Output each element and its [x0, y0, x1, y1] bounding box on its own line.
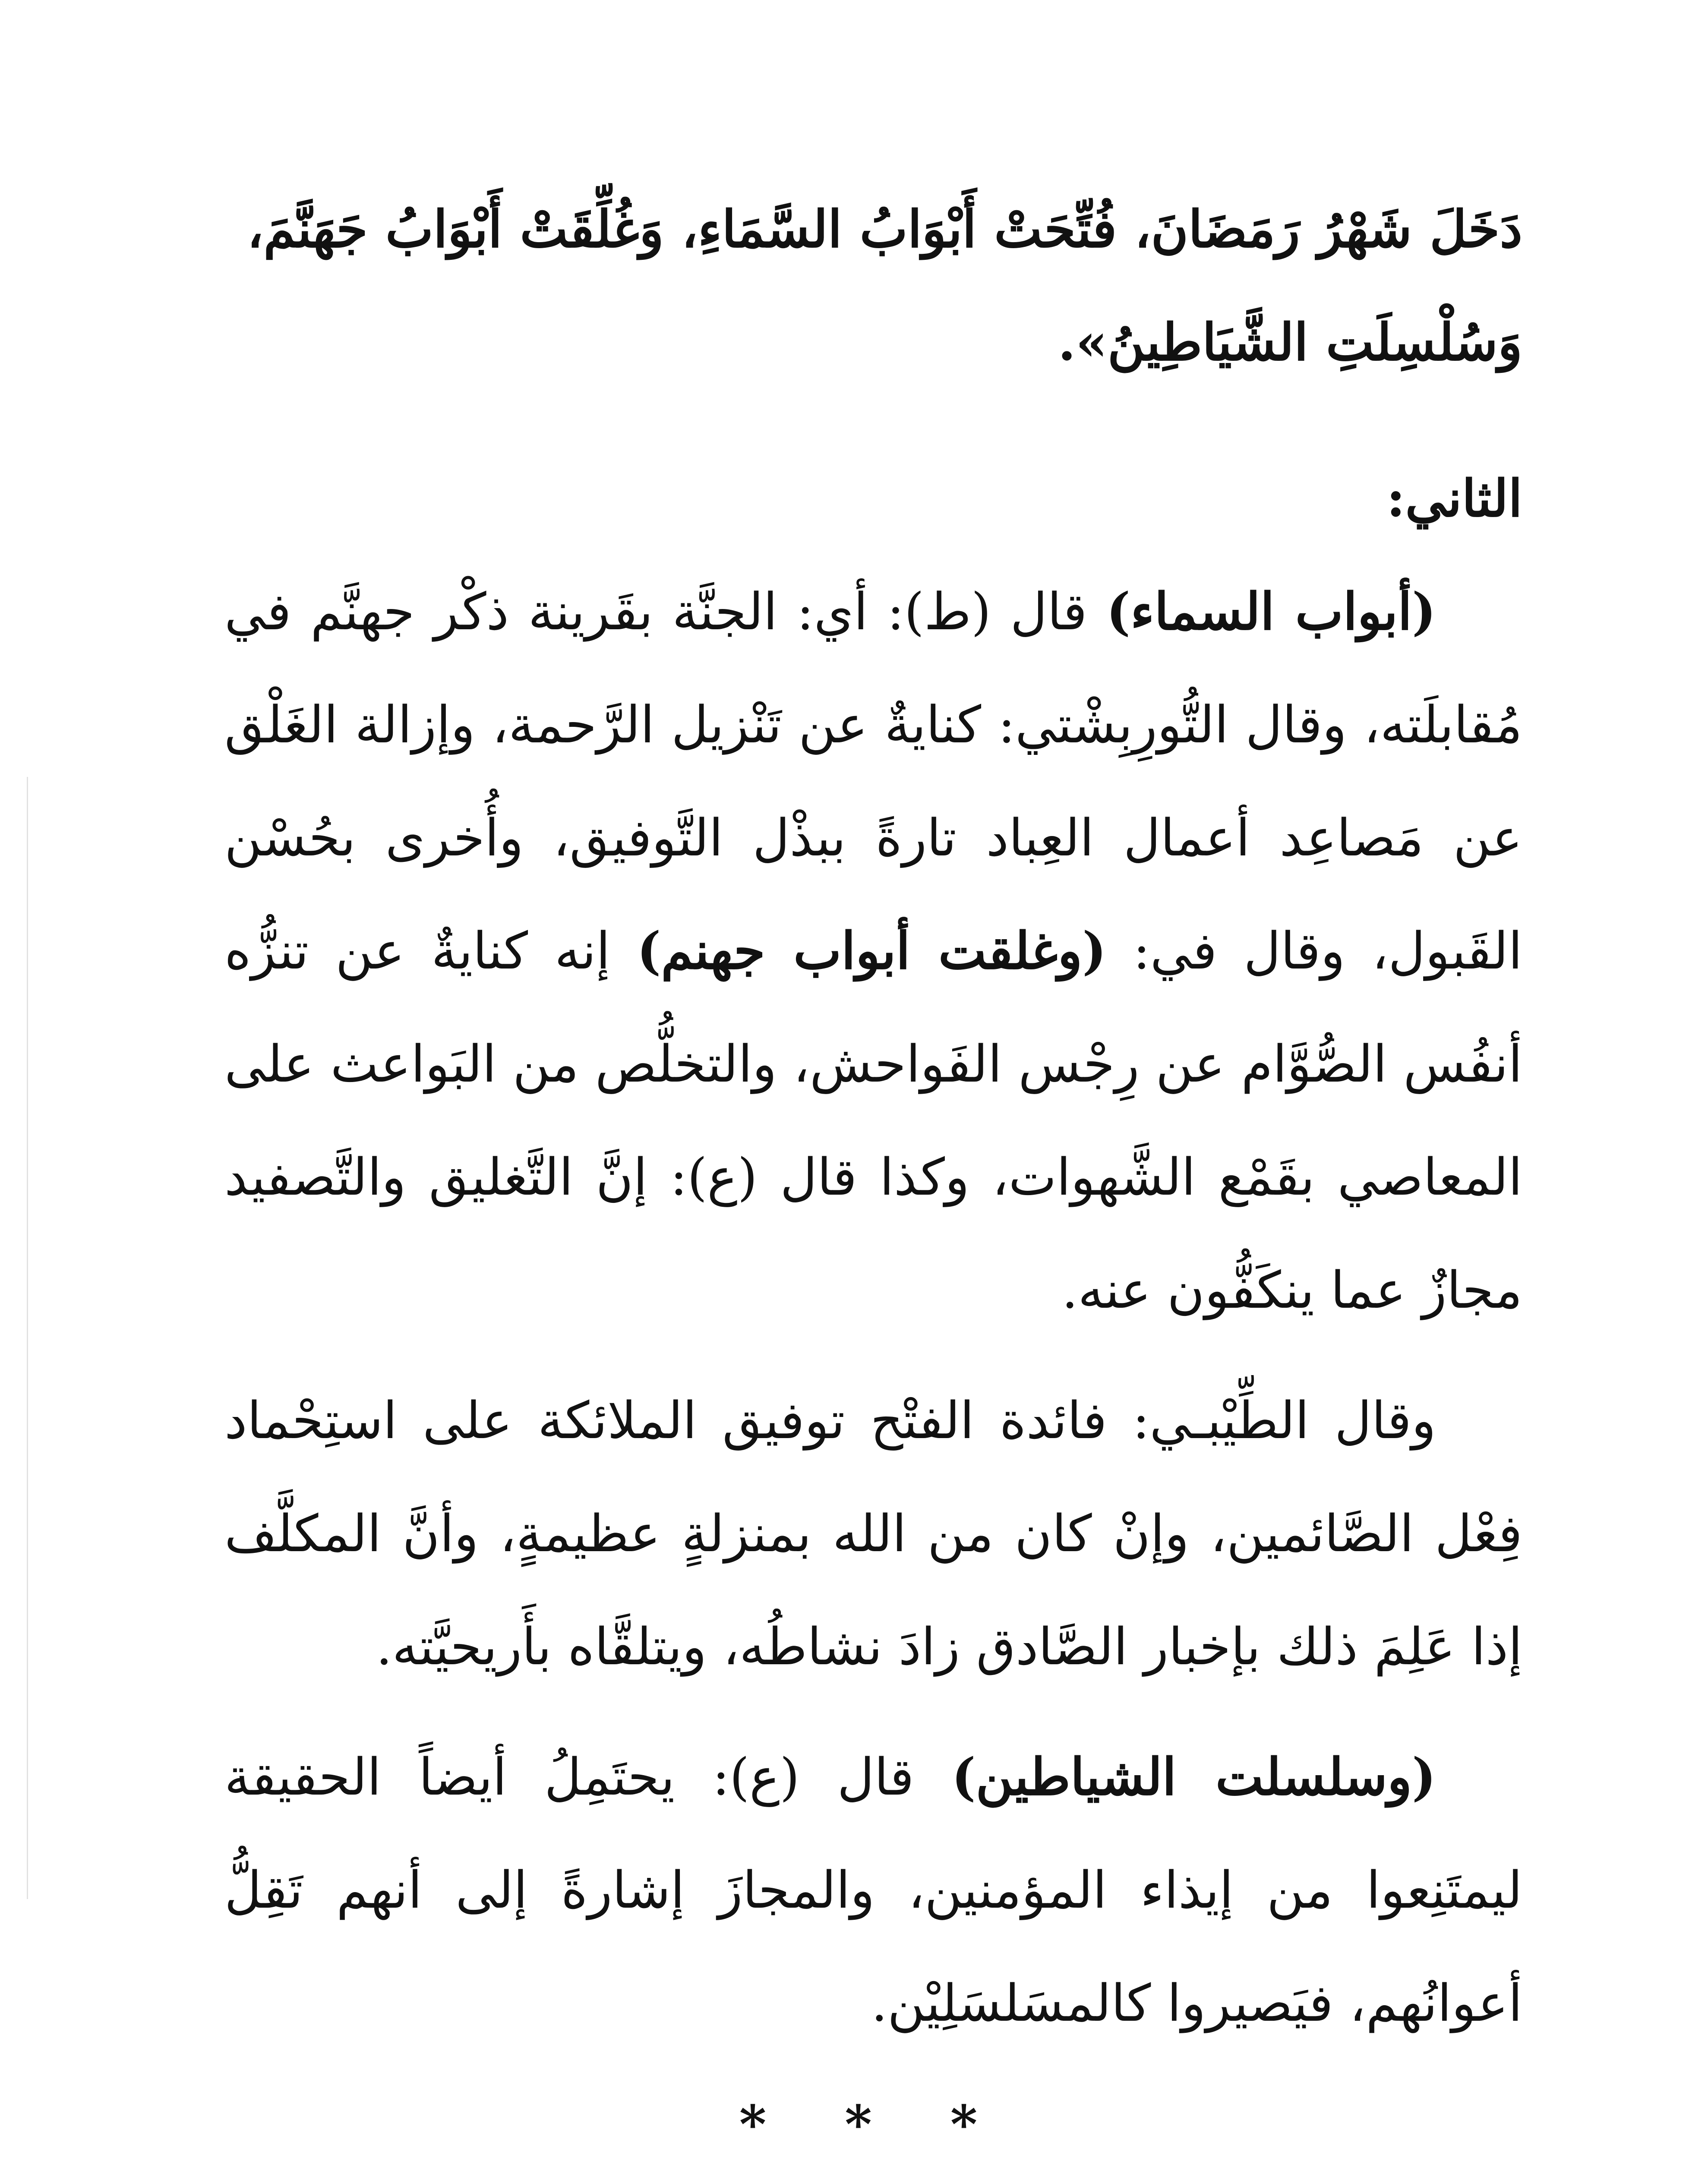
quoted-phrase: (وسلسلت الشياطين) [951, 1747, 1436, 1807]
quote-line: وَسُلْسِلَتِ الشَّيَاطِينُ». [1058, 312, 1522, 372]
section-divider: * * * [739, 2094, 1008, 2155]
scan-edge-line [27, 777, 28, 1899]
quoted-phrase: (وغلقت أبواب جهنم) [637, 921, 1107, 981]
paragraph-text: وقال الطِّيْبـي: فائدة الفتْح توفيق الملائكة على استِحْماد فِعْل الصَّائمين، وإنْ كان من الله بمنزلةٍ عظيمةٍ، وأنَّ المكلَّف إذا عَلِمَ ذلك بإخبار الصَّادق زادَ نشاطُه، ويتلقَّاه بأَريحيَّته. [224, 1391, 1522, 1676]
paragraph-text: قال (ط): أي: الجنَّة بقَرينة ذكْر جهنَّم في مُقابلَته، وقال التُّورِبِشْتي: كنايةٌ عن تَنْزيل الرَّحمة، وإزالة الغَلْق عن مَصاعِد أعمال العِباد تارةً ببذْل التَّوفيق، وأُخرى بحُسْن القَبول، وقال في: [224, 582, 1523, 981]
quoted-phrase: (أبواب السماء) [1106, 581, 1436, 641]
quote-line: دَخَلَ شَهْرُ رَمَضَانَ، فُتِّحَتْ أَبْوَابُ السَّمَاءِ، وَغُلِّقَتْ أَبْوَابُ جَهَنَّمَ، [247, 199, 1522, 259]
commentary-paragraph [224, 1720, 1522, 2060]
paragraph-text: إنه كنايةٌ عن تنزُّه أنفُس الصُّوَّام عن رِجْس الفَواحش، والتخلُّص من البَواعث على المعاصي بقَمْع الشَّهوات، وكذا قال (ع): إنَّ التَّغليق والتَّصفيد مجازٌ عما ينكَفُّون عنه. [224, 921, 1522, 1320]
quoted-hadith-text [224, 173, 1522, 399]
section-heading: الثاني: [1386, 468, 1522, 528]
commentary-paragraph [224, 1364, 1522, 1703]
commentary-paragraph [224, 555, 1522, 1347]
paragraph-text: قال (ع): يحتَمِلُ أيضاً الحقيقة ليمتَنِعوا من إيذاء المؤمنين، والمجازَ إشارةً إلى أنهم تَقِلُّ أعوانُهم، فيَصيروا كالمسَلسَلِيْن. [224, 1747, 1522, 2033]
